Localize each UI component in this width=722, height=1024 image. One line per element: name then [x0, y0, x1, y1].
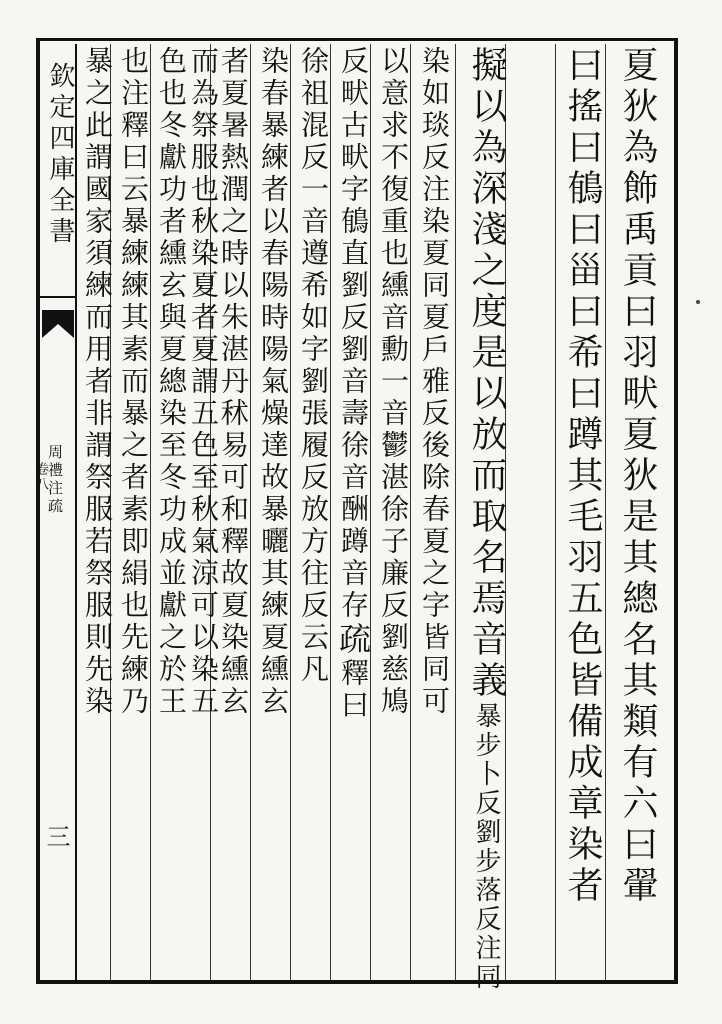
text-column-8 — [256, 46, 288, 976]
margin-divider — [40, 296, 76, 298]
page-number: 三 — [42, 824, 70, 848]
column-rule — [410, 44, 411, 980]
column-text: 者夏暑熱潤之時以朱湛丹秫易可和釋故夏染纁玄 — [217, 46, 250, 718]
text-column-9 — [216, 46, 248, 976]
commentary-marker: 疏 — [334, 622, 372, 658]
column-text: 色也冬獻功者纁玄與夏總染至冬功成並獻之於王 — [155, 46, 188, 718]
column-text: 染春暴練者以春陽時陽氣燥達故暴曬其練夏纁玄 — [257, 46, 290, 718]
volume-label: 卷八 — [33, 462, 48, 492]
column-text: 以意求不復重也纁音勳一音鬱湛徐子廉反劉慈鳩 — [377, 46, 410, 718]
text-column-12 — [116, 46, 148, 976]
text-column-3 — [458, 46, 507, 992]
column-rule — [555, 44, 556, 980]
column-rule — [605, 44, 606, 980]
column-annotation: 暴步卜反劉步落反注同 — [471, 702, 501, 992]
book-title: 周禮注疏 — [46, 444, 64, 516]
text-column-10 — [186, 46, 218, 976]
text-column-1 — [617, 46, 657, 976]
text-column-7 — [296, 46, 328, 976]
column-text: 而為祭服也秋染夏者夏謂五色至秋氣涼可以染五 — [187, 46, 220, 718]
column-text: 徐祖混反一音遵希如字劉張履反放方往反 — [297, 46, 330, 622]
collection-title: 欽定四庫全書 — [45, 62, 75, 248]
text-column-4 — [417, 46, 449, 976]
column-annotation: 云凡 — [297, 622, 330, 686]
column-rule — [370, 44, 371, 980]
column-text: 也注釋曰云暴練練其素而暴之者素即絹也先練乃 — [117, 46, 150, 718]
column-text: 反畎古畎字䳑直劉反劉音壽徐音酬蹲音存 — [337, 46, 370, 622]
column-rule — [150, 44, 151, 980]
text-column-11 — [154, 46, 186, 976]
text-column-6 — [334, 46, 372, 976]
column-rule — [455, 44, 456, 980]
column-text: 曰搖曰䳑曰甾曰希曰蹲其毛羽五色皆備成章染者 — [562, 46, 603, 907]
ink-spot — [696, 300, 700, 304]
column-text: 染如琰反注染夏同夏戶雅反後除春夏之字皆同可 — [418, 46, 451, 718]
column-annotation: 釋曰 — [337, 658, 370, 722]
text-column-13 — [80, 46, 112, 976]
column-text: 擬以為深淺之度是以放而取名焉音義 — [466, 46, 507, 702]
column-text: 夏狄為飾禹貢曰羽畎夏狄是其總名其類有六曰翬 — [617, 46, 658, 907]
text-column-2 — [562, 46, 602, 976]
column-rule — [250, 44, 251, 980]
column-text: 暴之此謂國家須練而用者非謂祭服若祭服則先染 — [81, 46, 114, 718]
page-margin — [33, 44, 76, 980]
column-rule — [290, 44, 291, 980]
fishtail-icon — [42, 310, 74, 350]
text-column-5 — [376, 46, 408, 976]
column-rule — [330, 44, 331, 980]
